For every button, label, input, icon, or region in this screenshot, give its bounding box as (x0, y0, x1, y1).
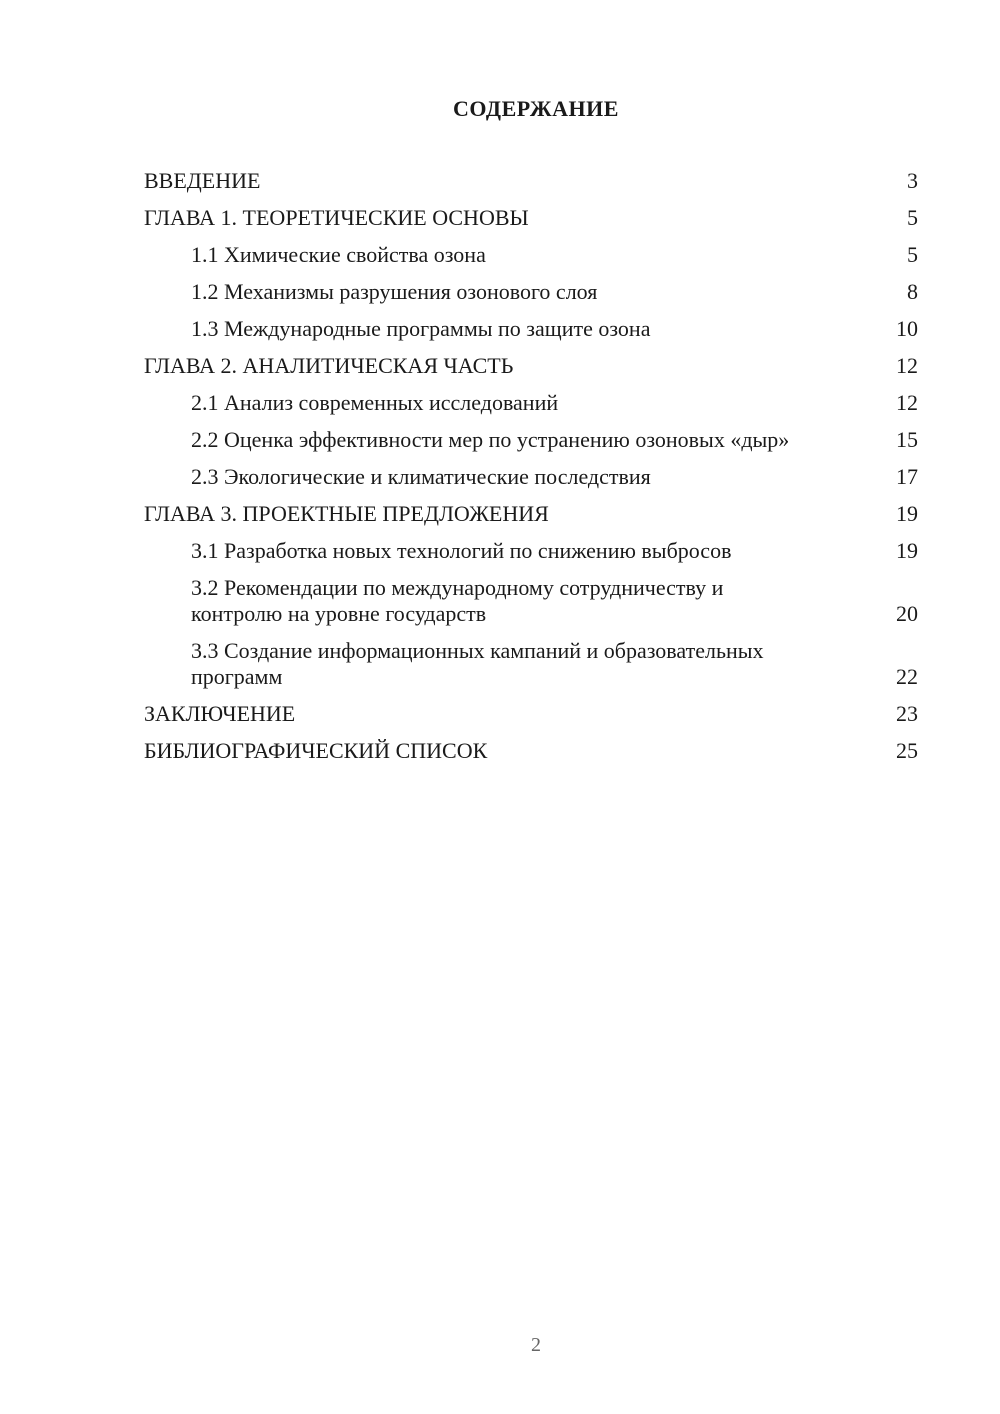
toc-subentry[interactable] (144, 464, 918, 490)
toc-entry-page: 8 (907, 279, 918, 304)
toc-entry-page: 12 (896, 390, 918, 415)
toc-entry-label: 1.1 Химические свойства озона (191, 242, 486, 267)
toc-entry-page: 15 (896, 427, 918, 452)
toc-entry[interactable] (144, 501, 918, 527)
toc-entry-label: 3.3 Создание информационных кампаний и образовательных программ (191, 638, 764, 689)
toc-subentry[interactable] (144, 538, 918, 564)
toc-entry[interactable] (144, 205, 918, 231)
toc-entry-page: 19 (896, 501, 918, 526)
toc-entry-page: 17 (896, 464, 918, 489)
toc-subentry[interactable] (144, 316, 918, 342)
toc-subentry[interactable] (144, 390, 918, 416)
toc-subentry[interactable] (144, 242, 918, 268)
page-title: СОДЕРЖАНИЕ (453, 96, 619, 121)
toc-entry-page: 5 (907, 242, 918, 267)
toc-entry-page: 5 (907, 205, 918, 230)
toc-entry-label: 2.1 Анализ современных исследований (191, 390, 559, 415)
toc-entry-label: 1.3 Международные программы по защите озона (191, 316, 651, 341)
toc-entry[interactable] (144, 168, 918, 194)
toc-entry-label: 2.2 Оценка эффективности мер по устранению озоновых «дыр» (191, 427, 790, 452)
toc-entry-page: 25 (896, 738, 918, 763)
toc-entry-label: ГЛАВА 1. ТЕОРЕТИЧЕСКИЕ ОСНОВЫ (144, 205, 529, 230)
toc-subentry[interactable] (144, 279, 918, 305)
toc-entry-page: 23 (896, 701, 918, 726)
toc-entry-label: 3.2 Рекомендации по международному сотрудничеству и контролю на уровне государств (191, 575, 724, 626)
toc-entry-label: 1.2 Механизмы разрушения озонового слоя (191, 279, 598, 304)
toc-entry-page: 3 (907, 168, 918, 193)
toc-entry[interactable] (144, 353, 918, 379)
toc-entry-label: ГЛАВА 3. ПРОЕКТНЫЕ ПРЕДЛОЖЕНИЯ (144, 501, 549, 526)
toc-entry-page: 22 (896, 664, 918, 689)
page-number: 2 (531, 1334, 541, 1356)
toc-entry-label: ВВЕДЕНИЕ (144, 168, 261, 193)
toc-entry-label: ГЛАВА 2. АНАЛИТИЧЕСКАЯ ЧАСТЬ (144, 353, 514, 378)
toc-subentry[interactable] (144, 638, 918, 690)
toc-subentry[interactable] (144, 427, 918, 453)
toc-entry-page: 12 (896, 353, 918, 378)
toc-entry-label: 2.3 Экологические и климатические последствия (191, 464, 651, 489)
toc-subentry[interactable] (144, 575, 918, 627)
toc-entry-label: БИБЛИОГРАФИЧЕСКИЙ СПИСОК (144, 738, 488, 763)
toc-entry-page: 10 (896, 316, 918, 341)
toc-entry-label: ЗАКЛЮЧЕНИЕ (144, 701, 296, 726)
table-of-contents (144, 168, 918, 775)
toc-entry-label: 3.1 Разработка новых технологий по снижению выбросов (191, 538, 732, 563)
toc-entry-page: 19 (896, 538, 918, 563)
toc-entry-page: 20 (896, 601, 918, 626)
toc-entry[interactable] (144, 701, 918, 727)
toc-entry[interactable] (144, 738, 918, 764)
